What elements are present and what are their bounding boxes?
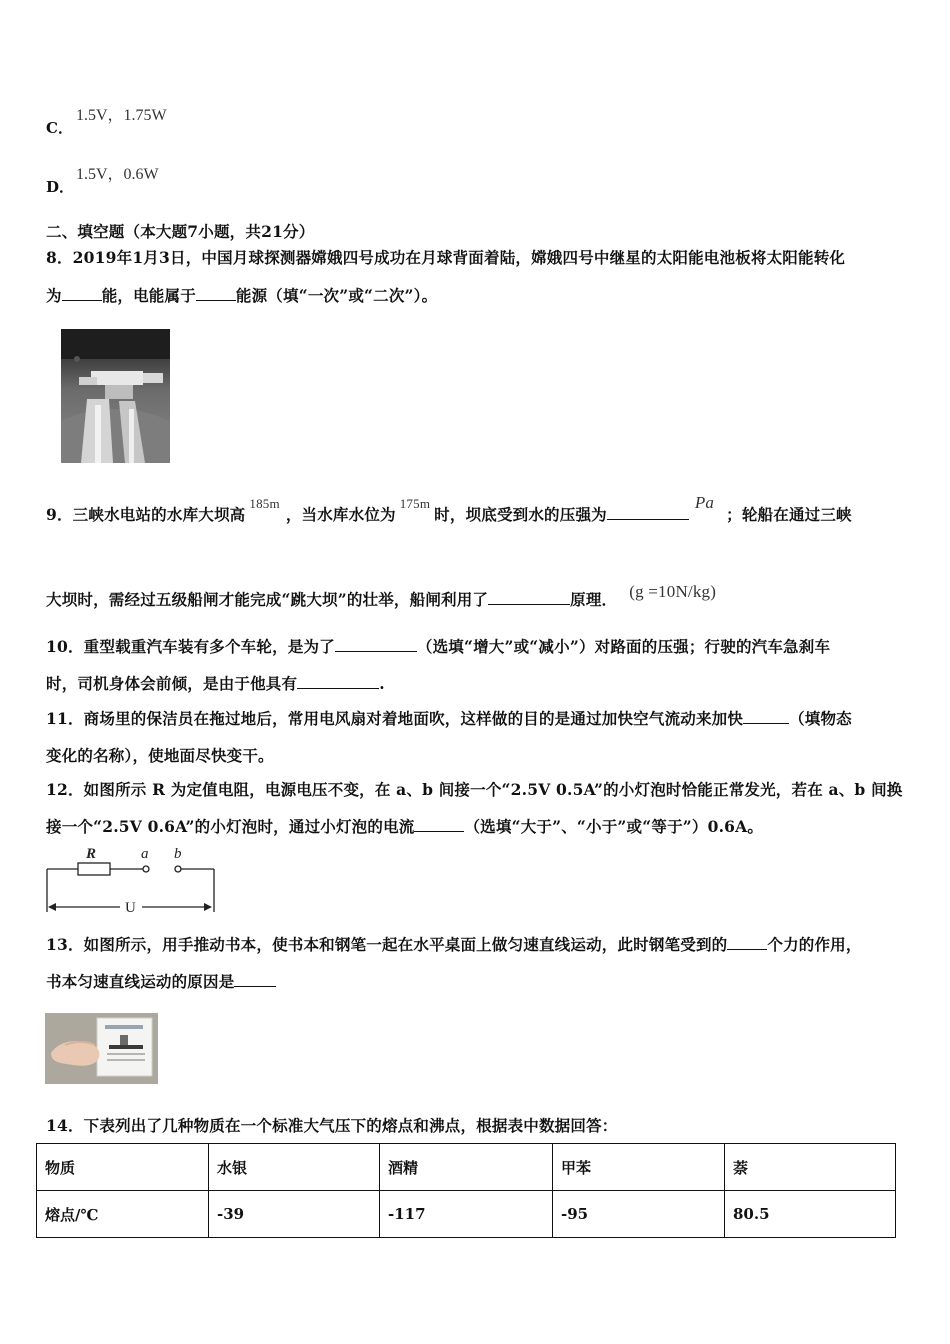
table-header-cell: 萘 <box>725 1144 896 1191</box>
table-cell: 熔点/℃ <box>37 1191 209 1238</box>
table-cell: 80.5 <box>725 1191 896 1238</box>
q9-line1: 9．三峡水电站的水库大坝高$^{185m}$，当水库水位为$^{175m}$时，坝底受到水的压强为Pa；轮船在通过三峡 <box>46 493 852 524</box>
q9-blank-2 <box>488 590 570 605</box>
label-b: b <box>174 846 182 862</box>
table-header-cell: 甲苯 <box>553 1144 725 1191</box>
q10-blank-1 <box>335 637 417 652</box>
q12-line1: 12．如图所示 R 为定值电阻，电源电压不变，在 a、b 间接一个“2.5V 0.5A”的小灯泡时恰能正常发光，若在 a、b 间换 <box>46 780 903 799</box>
q13-blank-2 <box>234 972 276 987</box>
resistor-r <box>78 863 110 875</box>
q8-blank-1 <box>62 286 102 301</box>
terminal-a <box>143 866 149 872</box>
table-row <box>37 1191 896 1238</box>
option-c-label: C． <box>46 119 73 137</box>
q11-blank <box>743 709 789 724</box>
q10-blank-2 <box>297 674 379 689</box>
table-header-row <box>37 1144 896 1191</box>
q8-blank-2 <box>196 286 236 301</box>
q12-blank <box>414 817 464 832</box>
q14-text: 14．下表列出了几种物质在一个标准大气压下的熔点和沸点，根据表中数据回答： <box>46 1116 618 1135</box>
option-d-label: D． <box>46 178 75 196</box>
q8-line2: 为 能，电能属于 能源（填“一次”或“二次”）。 <box>46 286 438 305</box>
table-cell: -39 <box>209 1191 380 1238</box>
q11-line2: 变化的名称），使地面尽快变干。 <box>46 746 274 765</box>
label-r: R <box>86 846 97 862</box>
table-cell: -117 <box>380 1191 553 1238</box>
lunar-rover-photo <box>61 329 170 463</box>
table-header-cell: 水银 <box>209 1144 380 1191</box>
q12-line2: 接一个“2.5V 0.6A”的小灯泡时，通过小灯泡的电流 （选填“大于”、“小于”或“等于”）0.6A。 <box>46 817 764 836</box>
section-title: 二、填空题（本大题7小题，共21分） <box>46 222 315 241</box>
terminal-b <box>175 866 181 872</box>
table-header-cell: 物质 <box>37 1144 209 1191</box>
q13-line2: 书本匀速直线运动的原因是 <box>46 970 276 992</box>
hand-book-photo <box>45 1013 158 1084</box>
q11-line1: 11．商场里的保洁员在拖过地后，常用电风扇对着地面吹，这样做的目的是通过加快空气流动来加快 （填物态 <box>46 709 852 728</box>
q13-line1: 13．如图所示，用手推动书本，使书本和钢笔一起在水平桌面上做匀速直线运动，此时钢笔受到的 个力的作用， <box>46 935 862 954</box>
table-cell: -95 <box>553 1191 725 1238</box>
q13-blank-1 <box>727 935 767 950</box>
label-u: U <box>125 900 136 916</box>
melting-point-table <box>36 1143 896 1238</box>
label-a: a <box>141 846 149 862</box>
q10-line1: 10．重型载重汽车装有多个车轮，是为了 （选填“增大”或“减小”）对路面的压强；行驶的汽车急刹车 <box>46 637 831 656</box>
circuit-diagram <box>40 842 225 920</box>
q8-line1: 8．2019年1月3日，中国月球探测器嫦娥四号成功在月球背面着陆，嫦娥四号中继星的太阳能电池板将太阳能转化 <box>46 248 846 267</box>
option-d-value: 1.5V，0.6W <box>76 166 159 183</box>
table-header-cell: 酒精 <box>380 1144 553 1191</box>
q10-line2: 时，司机身体会前倾，是由于他具有 . <box>46 674 385 693</box>
q9-blank-1 <box>607 505 689 520</box>
option-c-value: 1.5V，1.75W <box>76 107 167 124</box>
q9-line2: 大坝时，需经过五级船闸才能完成“跳大坝”的壮举，船闸利用了 原理． (g =10N/kg) <box>46 582 717 609</box>
